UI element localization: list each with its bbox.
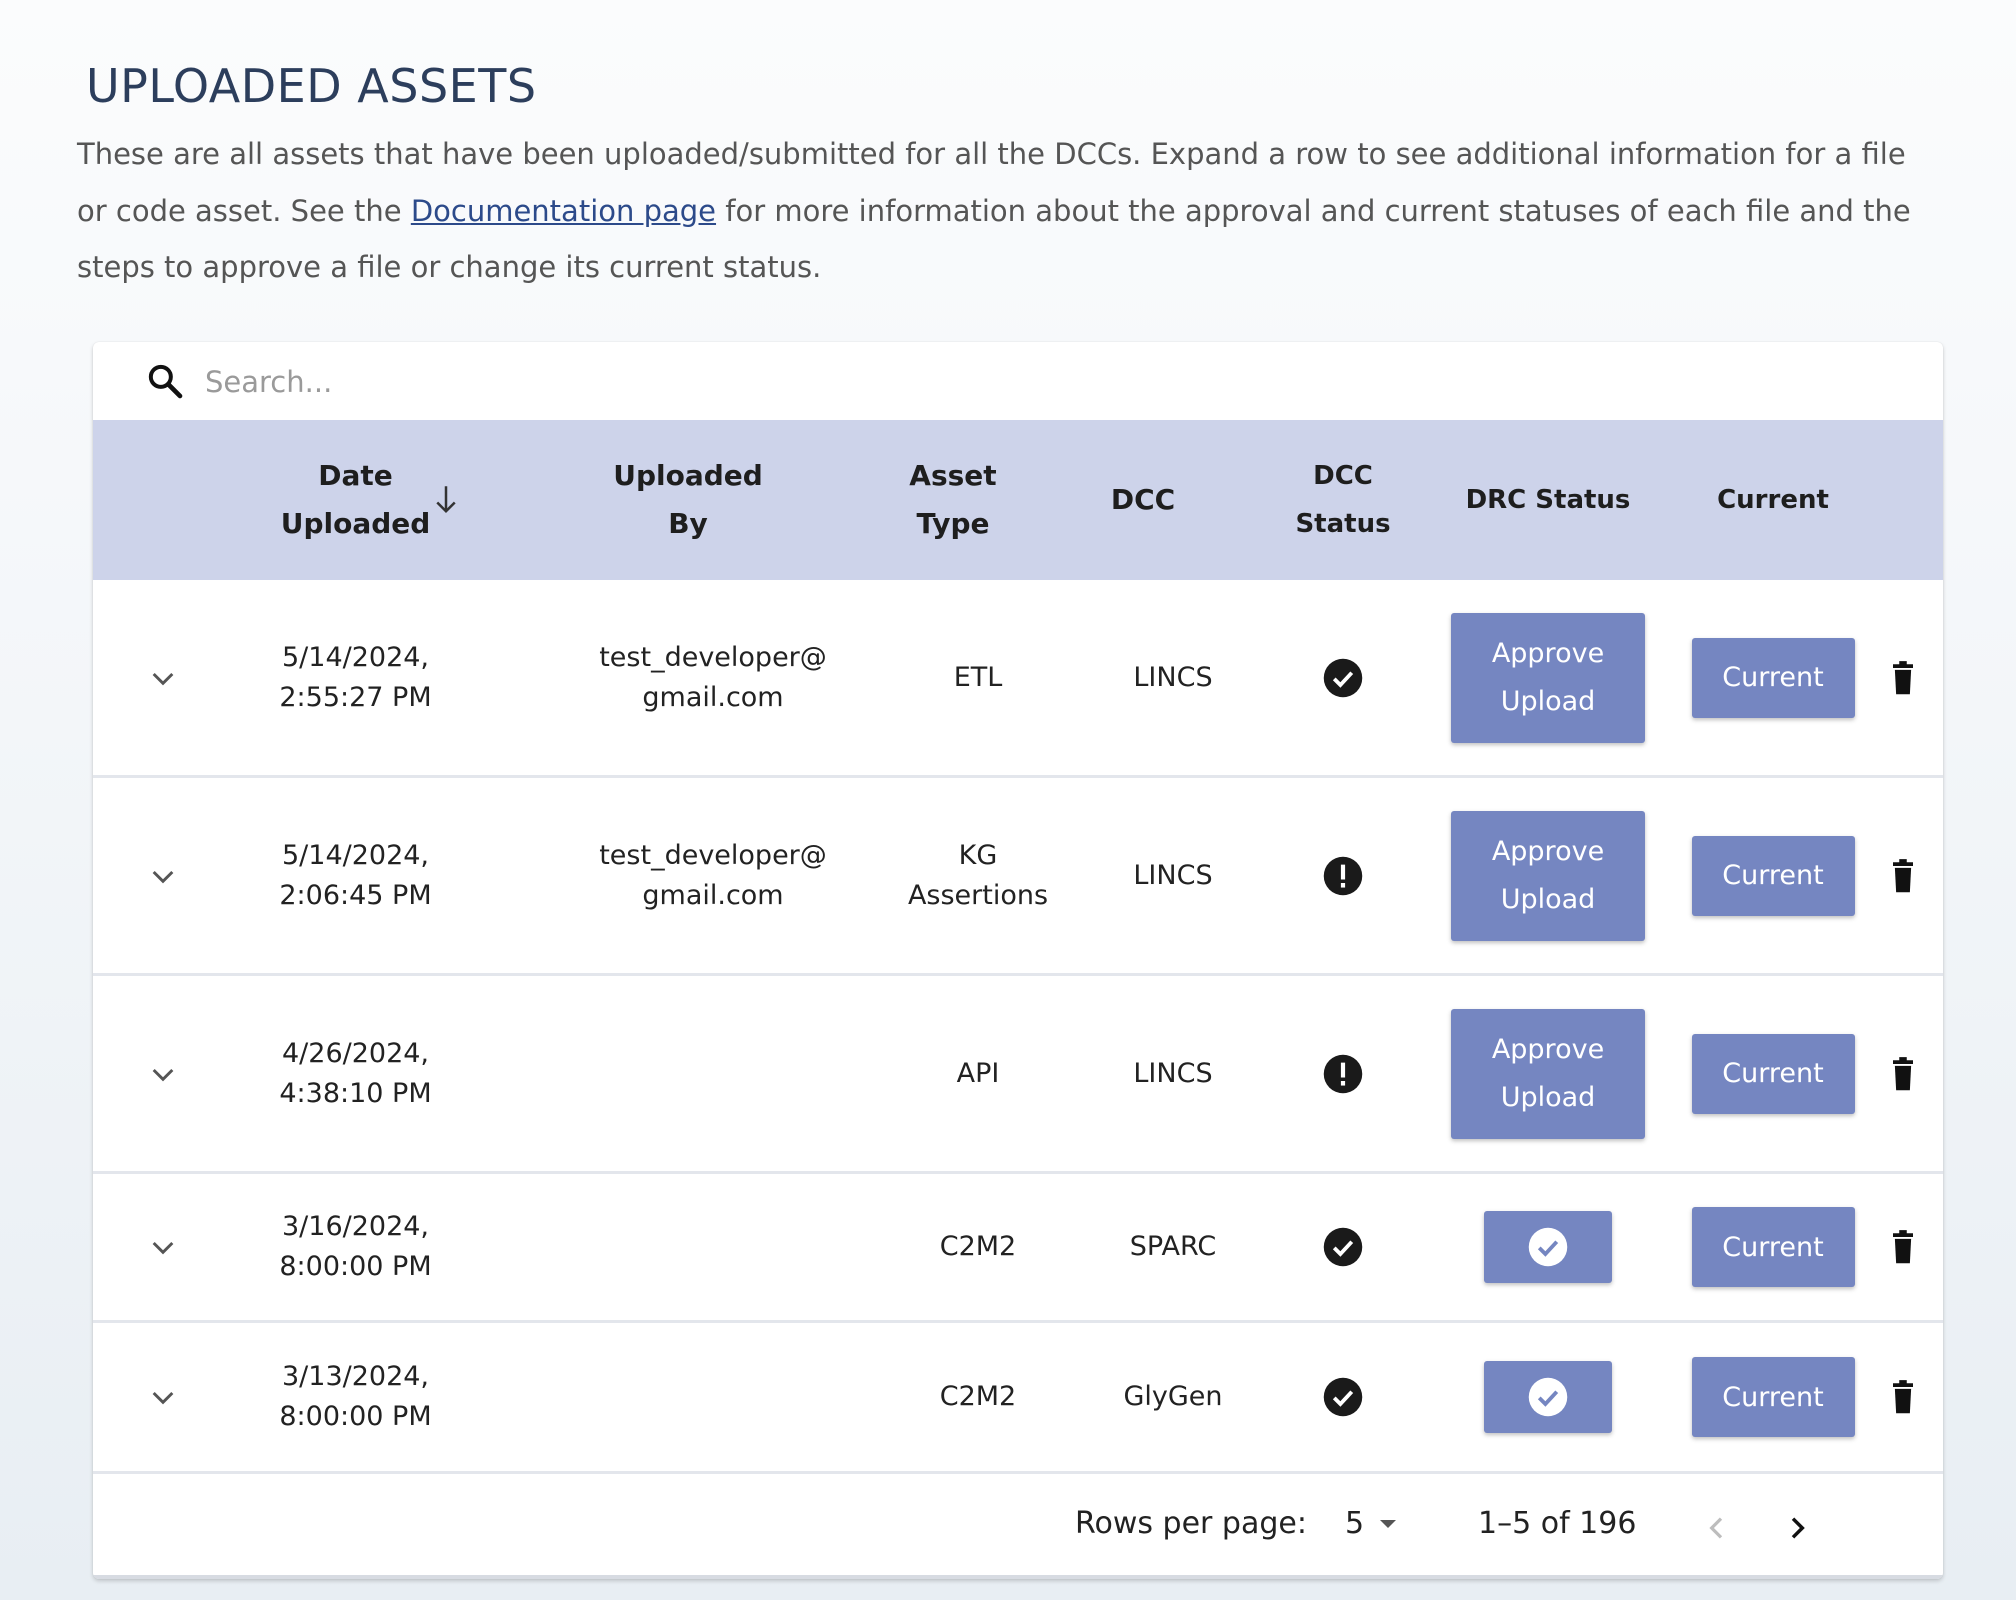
expand-cell	[113, 976, 213, 1171]
header-label: Type	[916, 507, 990, 540]
asset-type-line: C2M2	[939, 1381, 1017, 1412]
cell-current	[1673, 778, 1873, 973]
expand-cell	[113, 1323, 213, 1471]
cell-uploaded-by	[573, 778, 853, 973]
asset-type-text	[940, 1227, 1017, 1267]
button-label: Upload	[1500, 685, 1596, 717]
header-label: Asset	[909, 459, 997, 492]
assets-table-card	[93, 342, 1943, 1579]
pagination	[93, 1474, 1943, 1579]
dcc-name: LINCS	[1133, 1057, 1213, 1089]
table-row	[93, 580, 1943, 778]
cell-drc-status	[1438, 1174, 1658, 1320]
uploader-line: gmail.com	[642, 879, 784, 911]
drc-approved-button[interactable]	[1484, 1361, 1612, 1433]
cell-uploaded-by	[573, 1323, 853, 1471]
approve-upload-button[interactable]	[1451, 613, 1645, 743]
cell-dcc	[1083, 580, 1263, 775]
dcc-name: GlyGen	[1123, 1381, 1223, 1412]
delete-icon[interactable]	[1888, 1056, 1918, 1092]
header-label: By	[668, 507, 708, 540]
table-row	[93, 778, 1943, 976]
cell-drc-status	[1438, 976, 1658, 1171]
button-label: Approve	[1491, 1033, 1605, 1065]
alert-circle-icon	[1322, 855, 1364, 897]
time-line: 2:06:45 PM	[279, 879, 432, 911]
current-button[interactable]: Current	[1692, 1357, 1855, 1437]
caret-down-icon	[1378, 1518, 1398, 1530]
date-line: 3/16/2024,	[281, 1211, 430, 1242]
date-text	[279, 1207, 431, 1287]
rows-per-page-value: 5	[1345, 1506, 1365, 1541]
header-label: Uploaded	[280, 507, 431, 540]
page-title: UPLOADED ASSETS	[86, 58, 537, 113]
cell-dcc-status	[1243, 1323, 1443, 1471]
rows-per-page-label: Rows per page:	[1075, 1506, 1307, 1541]
cell-uploaded-by	[573, 1174, 853, 1320]
cell-delete	[1873, 1323, 1933, 1471]
approve-upload-button[interactable]	[1451, 811, 1645, 941]
delete-icon[interactable]	[1888, 1229, 1918, 1265]
asset-type-text	[908, 836, 1048, 916]
date-line: 4/26/2024,	[281, 1037, 430, 1069]
cell-current	[1673, 1323, 1873, 1471]
asset-type-line: Assertions	[907, 879, 1049, 911]
cell-date-uploaded	[243, 778, 468, 973]
cell-asset-type	[878, 976, 1078, 1171]
check-circle-icon	[1527, 1376, 1569, 1418]
delete-icon[interactable]	[1888, 660, 1918, 696]
documentation-link[interactable]: Documentation page	[410, 193, 717, 228]
cell-drc-status	[1438, 778, 1658, 973]
date-line: 5/14/2024,	[281, 839, 430, 871]
asset-type-text	[954, 658, 1003, 698]
asset-type-text	[940, 1377, 1017, 1417]
intro-text-start: These are all assets that have been uploaded/submitted for all the DCCs. Expand a row to see additional information for a file or code asset. See the	[77, 137, 1906, 228]
cell-asset-type	[878, 778, 1078, 973]
rows-per-page-select[interactable]	[1345, 1506, 1398, 1541]
header-label: DCC	[1313, 461, 1373, 491]
date-text	[279, 638, 431, 718]
search-icon	[145, 361, 185, 401]
check-circle-icon	[1322, 1376, 1364, 1418]
cell-uploaded-by	[573, 580, 853, 775]
cell-dcc	[1083, 1323, 1263, 1471]
dcc-name: LINCS	[1133, 859, 1213, 891]
date-text	[279, 836, 431, 916]
time-line: 8:00:00 PM	[279, 1401, 432, 1432]
check-circle-icon	[1322, 1226, 1364, 1268]
table-header	[93, 420, 1943, 580]
expand-cell	[113, 778, 213, 973]
cell-current	[1673, 1174, 1873, 1320]
asset-type-line: KG	[958, 839, 998, 871]
button-label: Approve	[1491, 637, 1605, 669]
cell-current	[1673, 976, 1873, 1171]
asset-type-line: API	[956, 1057, 1000, 1089]
cell-delete	[1873, 976, 1933, 1171]
uploader-line: gmail.com	[642, 681, 784, 713]
time-line: 2:55:27 PM	[279, 681, 432, 713]
date-text	[279, 1034, 431, 1114]
col-header-uploaded-by[interactable]	[563, 420, 813, 580]
header-label: DRC Status	[1465, 485, 1631, 515]
header-label: Current	[1717, 485, 1829, 515]
button-label: Upload	[1500, 1081, 1596, 1113]
header-label: Date	[318, 459, 393, 492]
date-line: 5/14/2024,	[281, 641, 430, 673]
cell-date-uploaded	[243, 976, 468, 1171]
expand-row-chevron-icon[interactable]	[147, 1058, 179, 1090]
drc-approved-button[interactable]	[1484, 1211, 1612, 1283]
check-circle-icon	[1527, 1226, 1569, 1268]
button-label: Approve	[1491, 835, 1605, 867]
cell-drc-status	[1438, 1323, 1658, 1471]
dcc-name: SPARC	[1129, 1231, 1217, 1262]
col-header-asset-type[interactable]	[853, 420, 1053, 580]
col-header-current[interactable]	[1673, 420, 1873, 580]
approve-upload-button[interactable]	[1451, 1009, 1645, 1139]
current-button[interactable]: Current	[1692, 1034, 1855, 1114]
expand-row-chevron-icon[interactable]	[147, 1381, 179, 1413]
cell-dcc-status	[1243, 778, 1443, 973]
col-header-dcc-status[interactable]	[1243, 420, 1443, 580]
header-label: Uploaded	[613, 459, 763, 492]
cell-asset-type	[878, 1323, 1078, 1471]
cell-asset-type	[878, 580, 1078, 775]
uploader-text	[599, 638, 827, 718]
cell-date-uploaded	[243, 1174, 468, 1320]
date-line: 3/13/2024,	[281, 1361, 430, 1392]
search-input[interactable]	[203, 356, 1807, 408]
cell-dcc-status	[1243, 580, 1443, 775]
time-line: 8:00:00 PM	[279, 1251, 432, 1282]
col-header-dcc[interactable]	[1068, 420, 1218, 580]
cell-date-uploaded	[243, 1323, 468, 1471]
cell-dcc-status	[1243, 1174, 1443, 1320]
cell-drc-status	[1438, 580, 1658, 775]
dcc-name: LINCS	[1133, 661, 1213, 693]
cell-dcc	[1083, 976, 1263, 1171]
current-button[interactable]: Current	[1692, 638, 1855, 718]
button-label: Upload	[1500, 883, 1596, 915]
search-bar	[93, 342, 1943, 420]
table-row	[93, 976, 1943, 1174]
uploader-line: test_developer@	[599, 839, 827, 871]
delete-icon[interactable]	[1888, 858, 1918, 894]
header-label: Status	[1295, 509, 1391, 539]
header-label: DCC	[1110, 483, 1176, 516]
page-range: 1–5 of 196	[1478, 1506, 1637, 1541]
cell-current	[1673, 580, 1873, 775]
current-button[interactable]: Current	[1692, 1207, 1855, 1287]
current-button[interactable]: Current	[1692, 836, 1855, 916]
cell-dcc	[1083, 1174, 1263, 1320]
time-line: 4:38:10 PM	[279, 1077, 432, 1109]
sort-descending-icon[interactable]	[431, 482, 461, 518]
check-circle-icon	[1322, 657, 1364, 699]
table-row	[93, 1174, 1943, 1323]
table-row	[93, 1323, 1943, 1474]
asset-type-line: C2M2	[939, 1231, 1017, 1262]
expand-cell	[113, 1174, 213, 1320]
cell-delete	[1873, 580, 1933, 775]
card-bottom-edge	[93, 1575, 1943, 1579]
cell-uploaded-by	[573, 976, 853, 1171]
cell-date-uploaded	[243, 580, 468, 775]
expand-cell	[113, 580, 213, 775]
alert-circle-icon	[1322, 1053, 1364, 1095]
intro-text	[77, 126, 1937, 296]
cell-asset-type	[878, 1174, 1078, 1320]
date-text	[279, 1357, 431, 1437]
delete-icon[interactable]	[1888, 1379, 1918, 1415]
expand-row-chevron-icon[interactable]	[147, 860, 179, 892]
cell-delete	[1873, 778, 1933, 973]
cell-dcc	[1083, 778, 1263, 973]
uploader-text	[599, 836, 827, 916]
cell-delete	[1873, 1174, 1933, 1320]
previous-page-icon	[1701, 1512, 1733, 1544]
col-header-drc-status[interactable]	[1438, 420, 1658, 580]
cell-dcc-status	[1243, 976, 1443, 1171]
next-page-icon[interactable]	[1781, 1512, 1813, 1544]
intro-text-end: for more information about the approval and current statuses of each file and the steps to approve a file or change its current status.	[77, 193, 1911, 284]
expand-row-chevron-icon[interactable]	[147, 662, 179, 694]
uploader-line: test_developer@	[599, 641, 827, 673]
asset-type-text	[957, 1054, 1000, 1094]
expand-row-chevron-icon[interactable]	[147, 1231, 179, 1263]
asset-type-line: ETL	[953, 661, 1003, 693]
